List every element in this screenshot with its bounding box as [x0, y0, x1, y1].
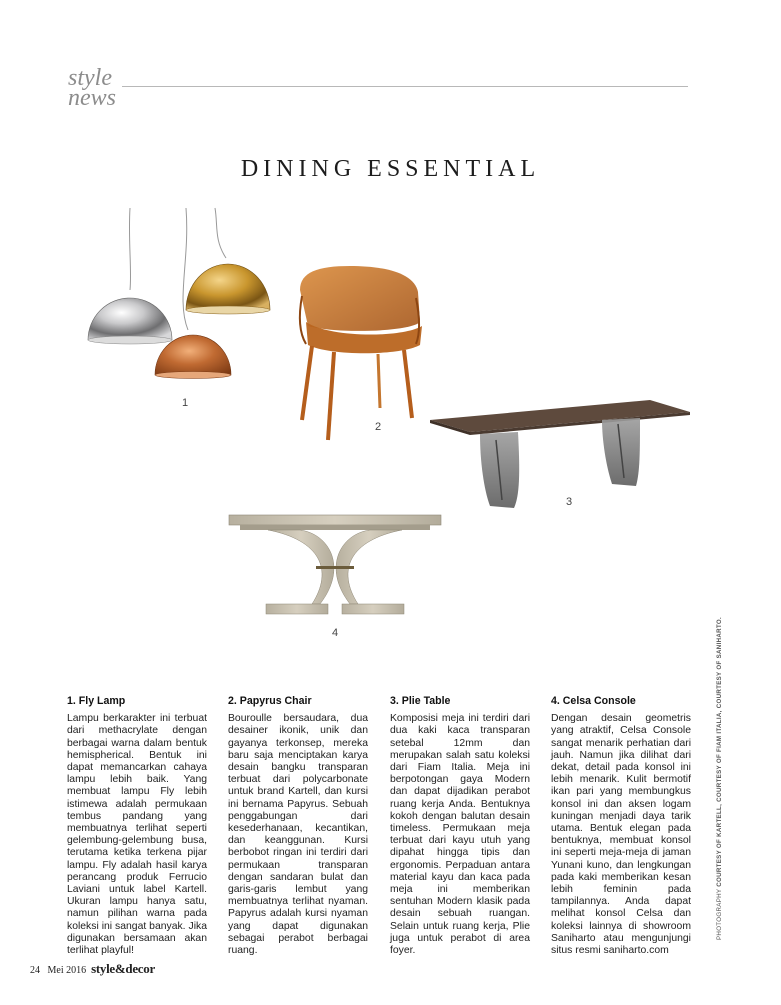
article-column-papyrus-chair: [228, 695, 368, 957]
lamp-cord-1: [129, 208, 130, 290]
lamp-cord-3: [183, 208, 188, 330]
issue-date: Mei 2016: [47, 965, 87, 976]
article-column-plie-table: [390, 695, 530, 957]
column-heading: 4. Celsa Console: [551, 695, 636, 707]
column-body: Bouroulle bersaudara, dua desainer ikonik, unik dan gayanya terkonsep, mereka baru saja menciptakan karya desain bangku transparan terbuat dari polycarbonate untuk brand Kartell, dan kursi ini bernama Papyrus. Sebuah penggabungan dari kesederhanaan, kecantikan, dan keanggunan. Kursi berbobot ringan ini terdiri dari permukaan transparan dengan sandaran bulat dan garis-garis lembut yang membuatnya terlihat nyaman. Papyrus adalah kursi nyaman yang dapat digunakan sebagai perabot berbagai ruang.: [228, 713, 368, 957]
photo-credit-label: PHOTOGRAPHY: [716, 888, 723, 940]
photo-credit-text: COURTESY OF KARTELL, COURTESY OF FIAM ITALIA, COURTESY OF SANIHARTO.: [716, 617, 723, 887]
product-number-3: 3: [566, 496, 573, 508]
column-heading: 3. Plie Table: [390, 695, 451, 707]
page-number: 24: [30, 965, 40, 976]
page-title: DINING ESSENTIAL: [240, 156, 541, 182]
column-body: Lampu berkarakter ini terbuat dari methacrylate dengan berbagai warna dalam bentuk hemispherical. Bentuk ini dapat memancarkan cahaya lampu lebih baik. Yang membuat lampu Fly lebih istimewa adalah permukaan tembus pandang yang membuatnya terlihat seperti gelembung-gelembung busa, terutama ketika terkena pijar lampu. Fly adalah hasil karya perancang produk Ferrucio Laviani untuk label Kartell. Ukuran lampu hanya satu, namun pilihan warna pada koleksi ini sangat banyak. Jika digunakan bersamaan akan terlihat playful!: [67, 713, 207, 957]
gold-lamp: [186, 264, 270, 310]
article-column-celsa-console: [551, 695, 691, 957]
photo-credit: [716, 617, 723, 940]
magazine-logo: style&decor: [91, 961, 155, 976]
page-footer: [30, 961, 155, 977]
column-heading: 1. Fly Lamp: [67, 695, 126, 707]
article-column-fly-lamp: [67, 695, 207, 957]
column-heading: 2. Papyrus Chair: [228, 695, 312, 707]
section-logo-line2: news: [68, 85, 116, 111]
fly-lamp-image: [88, 208, 270, 379]
papyrus-chair-image: [300, 266, 422, 440]
product-number-2: 2: [375, 421, 382, 433]
product-number-1: 1: [182, 397, 189, 409]
celsa-console-image: [229, 515, 441, 614]
product-number-4: 4: [332, 627, 339, 639]
silver-lamp: [88, 298, 172, 340]
plie-table-image: [430, 400, 690, 508]
column-body: Dengan desain geometris yang atraktif, Celsa Console sangat menarik perhatian dari jauh. Namun jika dilihat dari dekat, detail pada konsol ini lebih menarik. Kulit bermotif ikan pari yang membungkus konsol ini dan aksen logam kuningan menjadi daya tarik utama. Bentuk elegan pada bentuknya, membuat konsol ini seperti meja-meja di jaman Yunani kuno, dan lengkungan pada kaki memberikan kesan lebih feminin pada tampilannya. Anda dapat melihat konsol Celsa dan koleksi lainnya di showroom Saniharto atau mengunjungi situs resmi saniharto.com: [551, 713, 691, 957]
lamp-cord-2: [215, 208, 226, 258]
column-body: Komposisi meja ini terdiri dari dua kaki kaca transparan setebal 12mm dan merupakan salah satu koleksi dari Fiam Italia. Meja ini berpotongan gaya Modern dan dapat dijadikan perabot ruang kerja Anda. Bentuknya kokoh dengan balutan desain timeless. Permukaan meja terbuat dari kayu utuh yang dipahat hingga tipis dan ergonomis. Perpaduan antara material kayu dan kaca pada meja ini memberikan sentuhan Modern klasik pada desain sebuah ruangan. Selain untuk ruang kerja, Plie juga untuk perabot di area foyer.: [390, 713, 530, 957]
section-logo-line1: style: [68, 65, 112, 91]
